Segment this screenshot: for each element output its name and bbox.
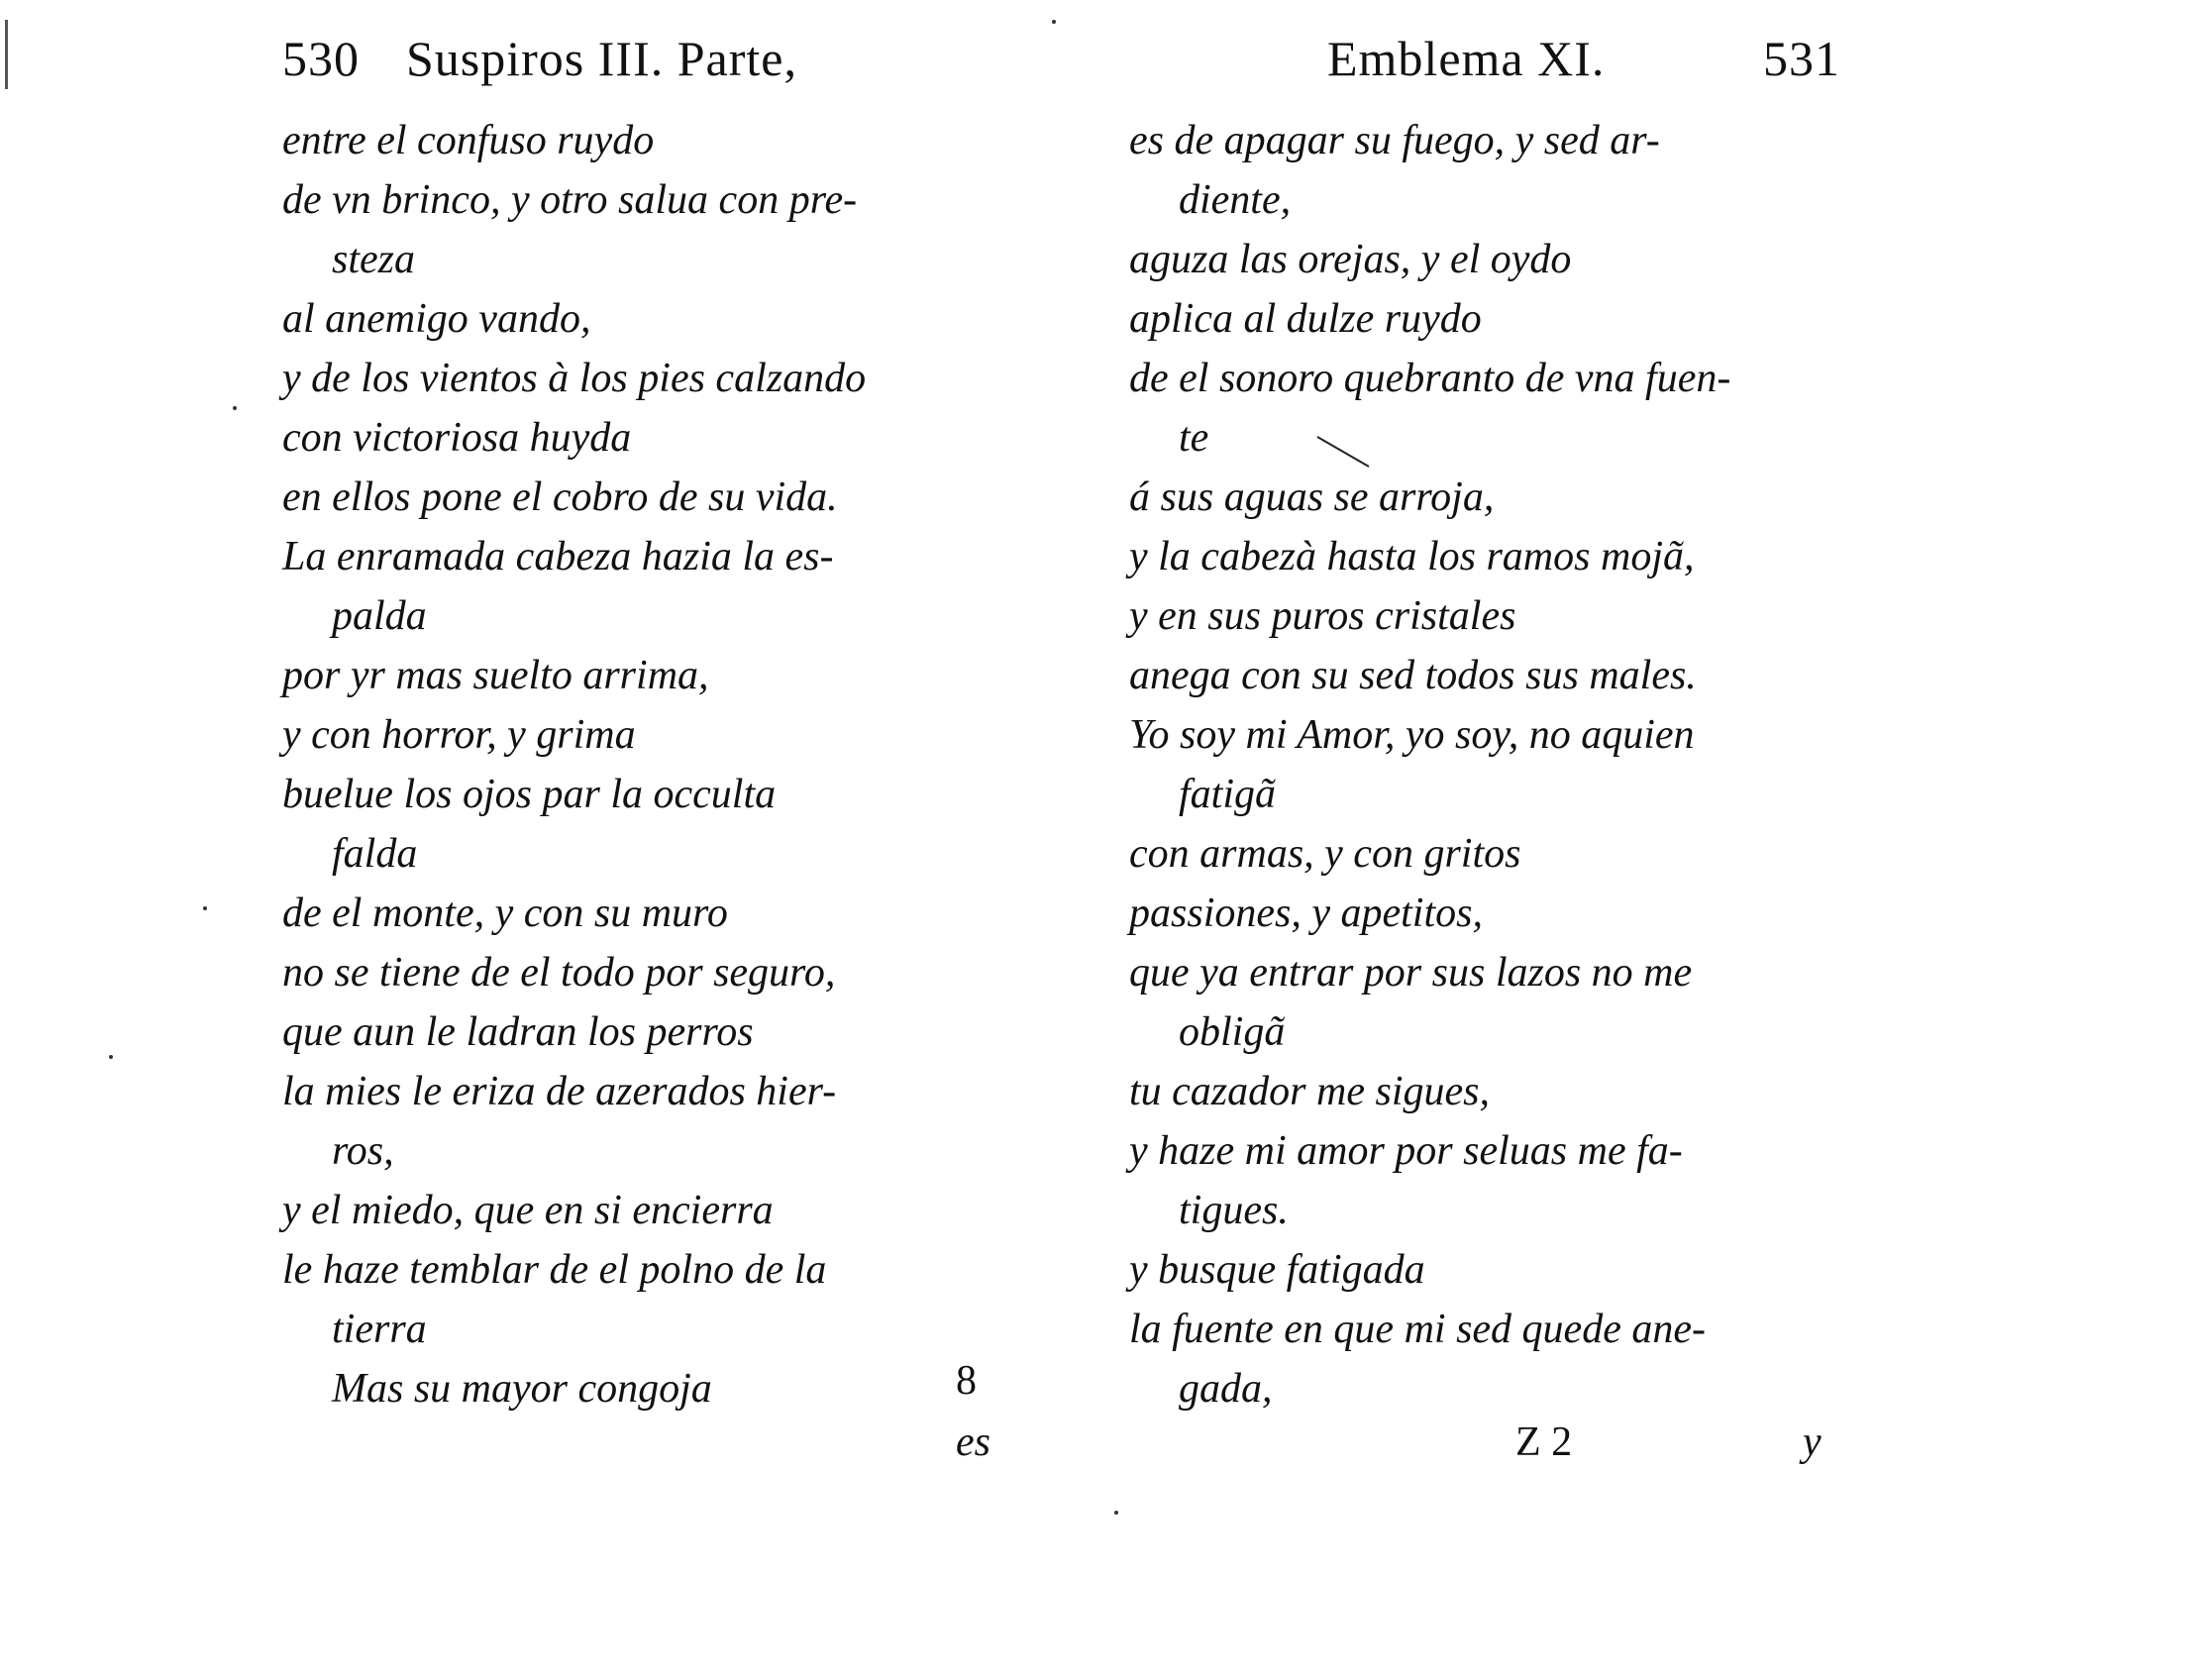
right-footer	[1129, 1418, 1862, 1488]
scan-speck	[233, 406, 237, 410]
verse-line: que aun le ladran los perros	[282, 1009, 754, 1055]
verse-line: gada,	[1179, 1366, 1273, 1412]
stanza-number: 8	[956, 1358, 977, 1404]
right-catchword: y	[1803, 1419, 1822, 1465]
verse-line: diente,	[1179, 177, 1292, 223]
verse-line: te	[1179, 415, 1209, 461]
verse-line: palda	[332, 593, 427, 639]
verse-line: y en sus puros cristales	[1129, 593, 1516, 639]
left-running-title: Suspiros III. Parte,	[406, 31, 797, 86]
verse-line: tu cazador me sigues,	[1129, 1069, 1490, 1114]
verse-line: steza	[332, 237, 415, 282]
left-page	[282, 30, 995, 1488]
scan-speck	[1114, 1511, 1118, 1515]
verse-line: de el monte, y con su muro	[282, 891, 728, 936]
verse-line: la fuente en que mi sed quede ane-	[1129, 1307, 1706, 1352]
verse-line: aplica al dulze ruydo	[1129, 296, 1482, 342]
scan-speck	[1052, 20, 1056, 24]
verse-line: anega con su sed todos sus males.	[1129, 653, 1697, 698]
scan-speck	[203, 906, 207, 910]
verse-line: que ya entrar por sus lazos no me	[1129, 950, 1693, 996]
scan-edge-mark	[5, 20, 8, 89]
verse-line: de vn brinco, y otro salua con pre-	[282, 177, 858, 223]
left-page-number: 530	[282, 31, 360, 86]
left-verse-lines	[282, 111, 995, 1418]
verse-line: tierra	[332, 1307, 427, 1352]
verse-line: á sus aguas se arroja,	[1129, 474, 1495, 520]
scan-speck	[109, 1055, 113, 1059]
verse-line: por yr mas suelto arrima,	[282, 653, 709, 698]
verse-line: La enramada cabeza hazia la es-	[282, 534, 834, 579]
verse-line: de el sonoro quebranto de vna fuen-	[1129, 356, 1731, 401]
verse-line: falda	[332, 831, 418, 877]
right-running-title: Emblema XI.	[1327, 31, 1606, 86]
verse-line: es de apagar su fuego, y sed ar-	[1129, 118, 1660, 163]
verse-line: Yo soy mi Amor, yo soy, no aquien	[1129, 712, 1695, 758]
verse-line: tigues.	[1179, 1188, 1289, 1233]
verse-line: y con horror, y grima	[282, 712, 636, 758]
right-running-head	[1129, 30, 1862, 111]
verse-line: fatigã	[1179, 772, 1277, 817]
verse-line: la mies le eriza de azerados hier-	[282, 1069, 837, 1114]
signature-mark: Z 2	[1515, 1419, 1573, 1465]
verse-line: y de los vientos à los pies calzando	[282, 356, 867, 401]
verse-line: con armas, y con gritos	[1129, 831, 1521, 877]
verse-line: passiones, y apetitos,	[1129, 891, 1483, 936]
verse-line: y la cabezà hasta los ramos mojã,	[1129, 534, 1695, 579]
verse-line: y el miedo, que en si encierra	[282, 1188, 774, 1233]
right-page-number: 531	[1763, 31, 1840, 86]
verse-line: le haze temblar de el polno de la	[282, 1247, 827, 1293]
verse-line: entre el confuso ruydo	[282, 118, 655, 163]
verse-line: Mas su mayor congoja	[332, 1366, 712, 1412]
right-page	[1129, 30, 1862, 1488]
right-verse-lines	[1129, 111, 1862, 1418]
verse-line: aguza las orejas, y el oydo	[1129, 237, 1572, 282]
verse-line: al anemigo vando,	[282, 296, 591, 342]
verse-line: ros,	[332, 1128, 394, 1174]
verse-line: obligã	[1179, 1009, 1286, 1055]
verse-line: y haze mi amor por seluas me fa-	[1129, 1128, 1683, 1174]
verse-line: con victoriosa huyda	[282, 415, 632, 461]
verse-line: en ellos pone el cobro de su vida.	[282, 474, 838, 520]
left-running-head	[282, 30, 995, 111]
verse-line: buelue los ojos par la occulta	[282, 772, 777, 817]
verse-line: y busque fatigada	[1129, 1247, 1425, 1293]
left-catchword: es	[956, 1419, 990, 1465]
verse-line: no se tiene de el todo por seguro,	[282, 950, 836, 996]
